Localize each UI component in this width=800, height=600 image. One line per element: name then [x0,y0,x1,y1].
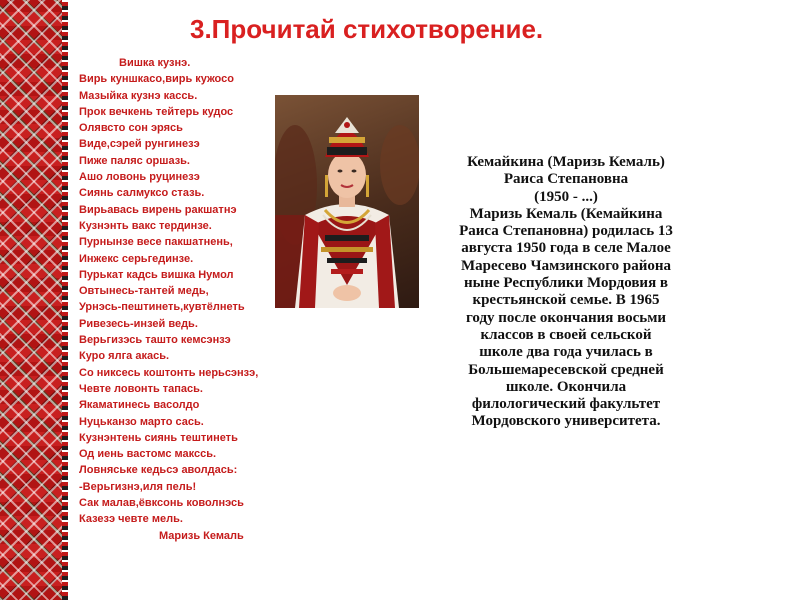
poem-line: Сиянь салмуксо стазь. [79,187,205,200]
poem-line: Ашо ловонь руцинезэ [79,171,200,184]
bio-line: Раиса Степановна [503,171,629,188]
bio-line: Мордовского университета. [471,413,661,430]
poem-line: Од иень вастомс макссь. [79,448,217,461]
poem-line: Инжекс серьгединзе. [79,252,194,265]
poem-title: Вишка кузнэ. [119,57,191,69]
poem-line: Прок вечкень тейтерь кудос [79,105,234,118]
poem-line: Кузнэнтень сиянь тештинеть [79,431,238,444]
bio-line: Большемаресевской средней [468,361,664,378]
bio-line: Кемайкина (Маризь Кемаль) [467,154,665,170]
poem-line: Верьгизэсь ташто кемсэнзэ [79,334,231,347]
bio-line: (1950 - ...) [534,188,598,205]
ornament-edge [62,0,68,600]
bio-line: школе. Окончила [505,378,627,395]
poem-line: Вирь куншкасо,вирь кужосо [79,73,234,86]
bio-line: Раиса Степановна) родилась 13 [459,223,673,240]
bio-line: филологический факультет [471,396,661,413]
poem-line: Мазыйка кузнэ кассь. [79,89,198,102]
bio-line: Маризь Кемаль (Кемайкина [469,205,663,222]
poem-line: Казезэ чевте мель. [79,513,183,526]
embroidery-ornament-border [0,0,68,600]
poem-author: Маризь Кемаль [159,529,244,542]
bio-line: ныне Республики Мордовия в [463,275,669,292]
biography-text [416,154,716,431]
poem-line: Якаматинесь васолдо [79,399,200,412]
bio-line: классов в своей сельской [480,326,652,343]
poem-line: Сак малав,ёвксонь коволнэсь [79,497,244,510]
bio-line: школе два года училась в [479,344,653,361]
bio-line: году после окончания восьми [465,309,667,326]
bio-line: августа 1950 года в селе Малое [461,240,671,257]
poem-line: -Верьгизнэ,иля пель! [79,480,197,493]
poem-line: Пурнынзе весе пакшатнень, [79,236,233,249]
portrait-illustration [275,95,419,308]
poem-line: Овтынесь-тантей медь, [79,285,209,298]
portrait-photo [275,95,419,308]
poem-line: Чевте ловонть тапась. [79,382,203,395]
poem-line: Олявсто сон эрясь [79,122,183,135]
poem-line: Пиже паляс оршазь. [79,154,190,167]
poem-line: Ловняське кедьсэ аволдась: [79,464,238,477]
poem [79,55,275,544]
poem-line: Нуцьканзо марто сась. [79,415,204,428]
poem-line: Ривезесь-инзей ведь. [79,317,198,330]
poem-line: Вирьавась вирень ракшатнэ [79,203,237,216]
poem-line: Куро ялга акась. [79,350,170,363]
bio-line: Маресево Чамзинского района [460,257,672,274]
poem-line: Виде,сэрей рунгинезэ [79,138,200,151]
bio-line: крестьянской семье. В 1965 [472,292,660,309]
slide-title: 3.Прочитай стихотворение. [190,14,544,44]
poem-line: Со никсесь коштонть нерьсэнзэ, [79,366,259,379]
poem-line: Пурькат кадсь вишка Нумол [79,268,234,281]
poem-line: Кузнэнть вакс тердинзе. [79,219,212,232]
poem-line: Урнэсь-пештинеть,кувтёлнеть [79,301,245,314]
